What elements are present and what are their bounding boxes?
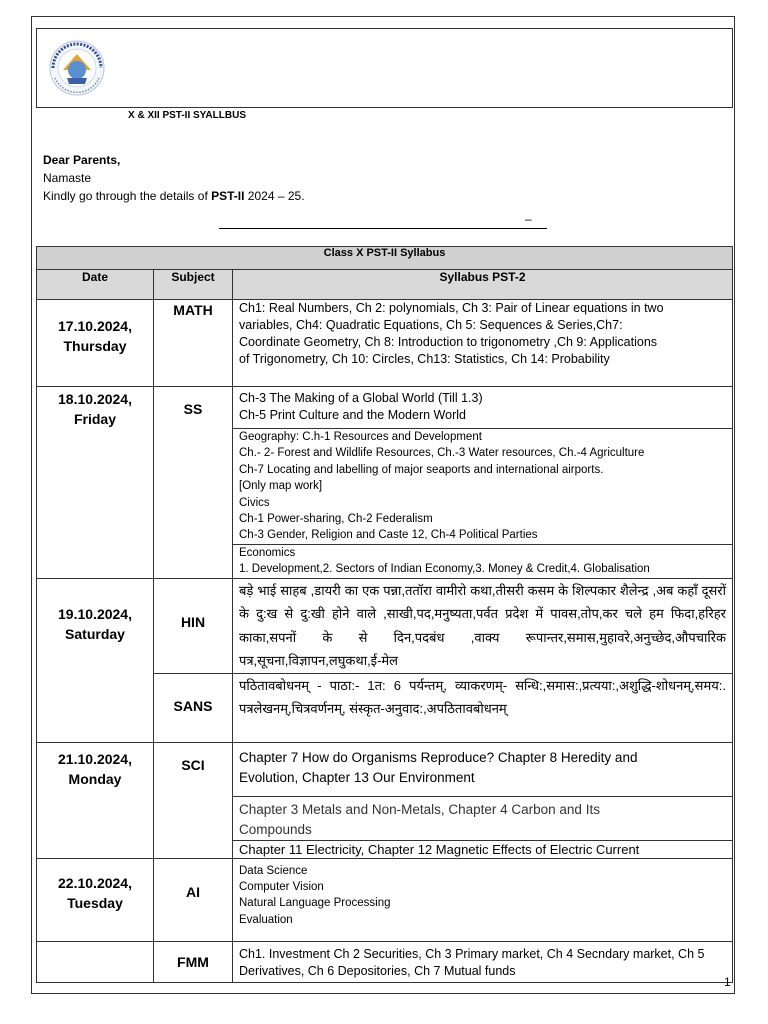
syllabus-cell-economics: Economics 1. Development,2. Sectors of Indian Economy,3. Money & Credit,4. Globalisation xyxy=(233,544,733,578)
syllabus-cell: पठितावबोधनम् - पाठा:- 1त: 6 पर्यन्तम्, व्याकरणम्- सन्धि:,समास:,प्रत्यया:,अशुद्धि-शोधनम्,समय:. पत्रलेखनम्,चित्रवर्णनम्, संस्कृत-अनुवाद:,अपठितावबोधनम् xyxy=(233,673,733,742)
syllabus-cell: Ch1. Investment Ch 2 Securities, Ch 3 Primary market, Ch 4 Secndary market, Ch 5 Derivatives, Ch 6 Depositories, Ch 7 Mutual funds xyxy=(233,941,733,982)
body-suffix: 2024 – 25. xyxy=(244,189,305,203)
table-row xyxy=(37,578,733,673)
syllabus-cell-biology: Chapter 7 How do Organisms Reproduce? Chapter 8 Heredity and Evolution, Chapter 13 Our Environment xyxy=(233,742,733,796)
subject-cell: MATH xyxy=(154,300,233,387)
date-cell xyxy=(37,941,154,982)
syllabus-cell-geography: Geography: C.h-1 Resources and Development Ch.- 2- Forest and Wildlife Resources, Ch.-3 Water resources, Ch.-4 Agriculture Ch-7 Locating and labelling of major seaports and international airports. [Only map work] Civics Ch-1 Power-sharing, Ch-2 Federalism Ch-3 Gender, Religion and Caste 12, Ch-4 Political Parties xyxy=(233,429,733,545)
table-row xyxy=(37,858,733,941)
header-box xyxy=(36,28,733,108)
date-cell: 22.10.2024, Tuesday xyxy=(37,858,154,941)
greeting: Dear Parents, xyxy=(43,153,121,167)
salutation: Namaste xyxy=(43,171,92,185)
subject-cell: AI xyxy=(154,858,233,941)
col-header-subject: Subject xyxy=(154,270,233,300)
date-cell: 19.10.2024, Saturday xyxy=(37,578,154,742)
dash-mark: – xyxy=(525,212,532,226)
syllabus-table xyxy=(36,246,733,983)
col-header-syllabus: Syllabus PST-2 xyxy=(233,270,733,300)
syllabus-cell-history: Ch-3 The Making of a Global World (Till 1.3) Ch-5 Print Culture and the Modern World xyxy=(233,387,733,429)
date-cell: 18.10.2024, Friday xyxy=(37,387,154,579)
syllabus-cell: Data Science Computer Vision Natural Language Processing Evaluation xyxy=(233,858,733,941)
table-row xyxy=(37,742,733,796)
table-row xyxy=(37,300,733,387)
syllabus-cell-chemistry: Chapter 3 Metals and Non-Metals, Chapter 4 Carbon and Its Compounds xyxy=(233,796,733,840)
subject-cell: FMM xyxy=(154,941,233,982)
col-header-date: Date xyxy=(37,270,154,300)
date-cell: 17.10.2024, Thursday xyxy=(37,300,154,387)
syllabus-cell-physics: Chapter 11 Electricity, Chapter 12 Magnetic Effects of Electric Current xyxy=(233,840,733,858)
subject-cell: SANS xyxy=(154,673,233,742)
table-row xyxy=(37,387,733,429)
table-row xyxy=(37,941,733,982)
divider-rule xyxy=(219,228,547,229)
subject-cell: SCI xyxy=(154,742,233,858)
syllabus-heading: X & XII PST-II SYALLBUS xyxy=(128,110,246,121)
parent-letter xyxy=(43,151,305,205)
school-logo xyxy=(41,40,111,98)
letter-body xyxy=(43,187,305,205)
page-number: 1 xyxy=(724,975,731,989)
table-title: Class X PST-II Syllabus xyxy=(37,247,733,270)
subject-cell: HIN xyxy=(154,578,233,673)
subject-cell: SS xyxy=(154,387,233,579)
body-prefix: Kindly go through the details of xyxy=(43,189,212,203)
body-bold: PST-II xyxy=(211,189,245,203)
date-cell: 21.10.2024, Monday xyxy=(37,742,154,858)
syllabus-cell: बड़े भाई साहब ,डायरी का एक पन्ना,ततॉरा वामीरो कथा,तीसरी कसम के शिल्पकार शैलेन्द्र ,अब कहाँ दूसरों के दु:ख से दु:खी होने वाले ,साखी,पद,मनुष्यता,पर्वत प्रदेश में पावस,तोप,कर चले हम फिदा,हरिहर काका,सपनों के से दिन,पदबंध ,वाक्य रूपान्तर,समास,मुहावरे,अनुच्छेद,औपचारिक पत्र,सूचना,विज्ञापन,लघुकथा,ई-मेल xyxy=(233,578,733,673)
syllabus-cell: Ch1: Real Numbers, Ch 2: polynomials, Ch 3: Pair of Linear equations in two variables, Ch4: Quadratic Equations, Ch 5: Sequences & Series,Ch7: Coordinate Geometry, Ch 8: Introduction to trigonometry ,Ch 9: Applications of Trigonometry, Ch 10: Circles, Ch13: Statistics, Ch 14: Probability xyxy=(233,300,733,387)
